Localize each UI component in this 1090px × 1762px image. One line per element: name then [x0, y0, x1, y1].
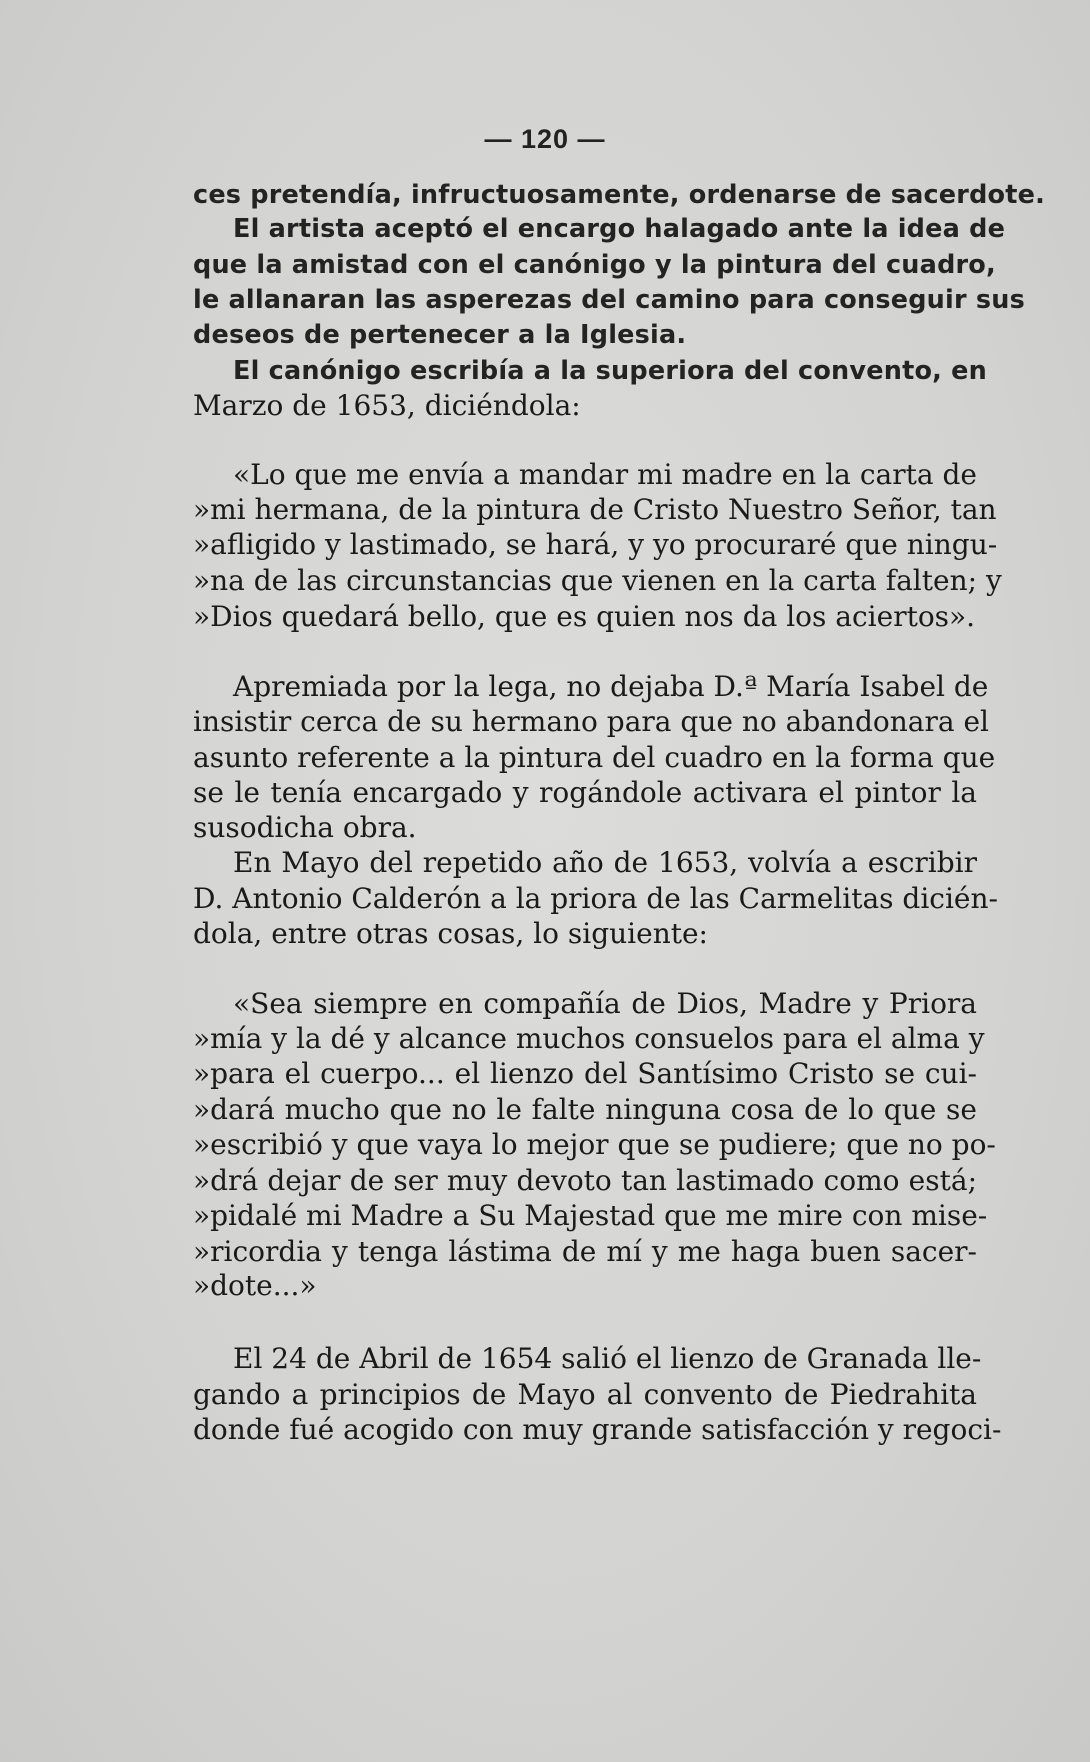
text-line: »drá dejar de ser muy devoto tan lastimado como está;	[193, 1164, 977, 1197]
text-line: D. Antonio Calderón a la priora de las Carmelitas dicién-	[193, 882, 998, 915]
text-line: Apremiada por la lega, no dejaba D.ª María Isabel de	[233, 670, 989, 703]
text-line: »mía y la dé y alcance muchos consuelos para el alma y	[193, 1022, 985, 1055]
text-line: »na de las circunstancias que vienen en la carta falten; y	[193, 564, 1002, 597]
text-line: »Dios quedará bello, que es quien nos da los aciertos».	[193, 600, 976, 633]
text-line: »escribió y que vaya lo mejor que se pudiere; que no po-	[193, 1128, 996, 1161]
text-line: Marzo de 1653, diciéndola:	[193, 389, 581, 422]
text-line: El 24 de Abril de 1654 salió el lienzo de Granada lle-	[233, 1342, 982, 1375]
text-line: insistir cerca de su hermano para que no abandonara el	[193, 705, 989, 738]
text-line: susodicha obra.	[193, 811, 417, 844]
text-line: »ricordia y tenga lástima de mí y me haga buen sacer-	[193, 1235, 977, 1268]
text-line: »para el cuerpo... el lienzo del Santísimo Cristo se cui-	[193, 1057, 977, 1090]
text-line: donde fué acogido con muy grande satisfacción y regoci-	[193, 1413, 1002, 1446]
text-line: »afligido y lastimado, se hará, y yo procuraré que ningu-	[193, 528, 998, 561]
text-line: ces pretendía, infructuosamente, ordenarse de sacerdote.	[193, 180, 1046, 210]
text-line: «Lo que me envía a mandar mi madre en la carta de	[233, 458, 977, 491]
text-line: gando a principios de Mayo al convento de Piedrahita	[193, 1378, 977, 1411]
text-line: »mi hermana, de la pintura de Cristo Nuestro Señor, tan	[193, 493, 997, 526]
page-number: — 120 —	[484, 124, 606, 154]
text-line: »dará mucho que no le falte ninguna cosa de lo que se	[193, 1093, 977, 1126]
text-line: En Mayo del repetido año de 1653, volvía a escribir	[233, 846, 977, 879]
text-line: «Sea siempre en compañía de Dios, Madre y Priora	[233, 987, 977, 1020]
text-line: El canónigo escribía a la superiora del convento, en	[233, 356, 987, 386]
text-line: que la amistad con el canónigo y la pintura del cuadro,	[193, 250, 996, 280]
text-line: El artista aceptó el encargo halagado ante la idea de	[233, 214, 1006, 244]
text-line: se le tenía encargado y rogándole activara el pintor la	[193, 776, 977, 809]
text-line: asunto referente a la pintura del cuadro en la forma que	[193, 741, 996, 774]
text-line: »dote...»	[193, 1269, 317, 1302]
text-line: dola, entre otras cosas, lo siguiente:	[193, 917, 708, 950]
text-line: »pidalé mi Madre a Su Majestad que me mire con mise-	[193, 1199, 988, 1232]
text-line: deseos de pertenecer a la Iglesia.	[193, 320, 687, 350]
text-line: le allanaran las asperezas del camino para conseguir sus	[193, 285, 1025, 315]
